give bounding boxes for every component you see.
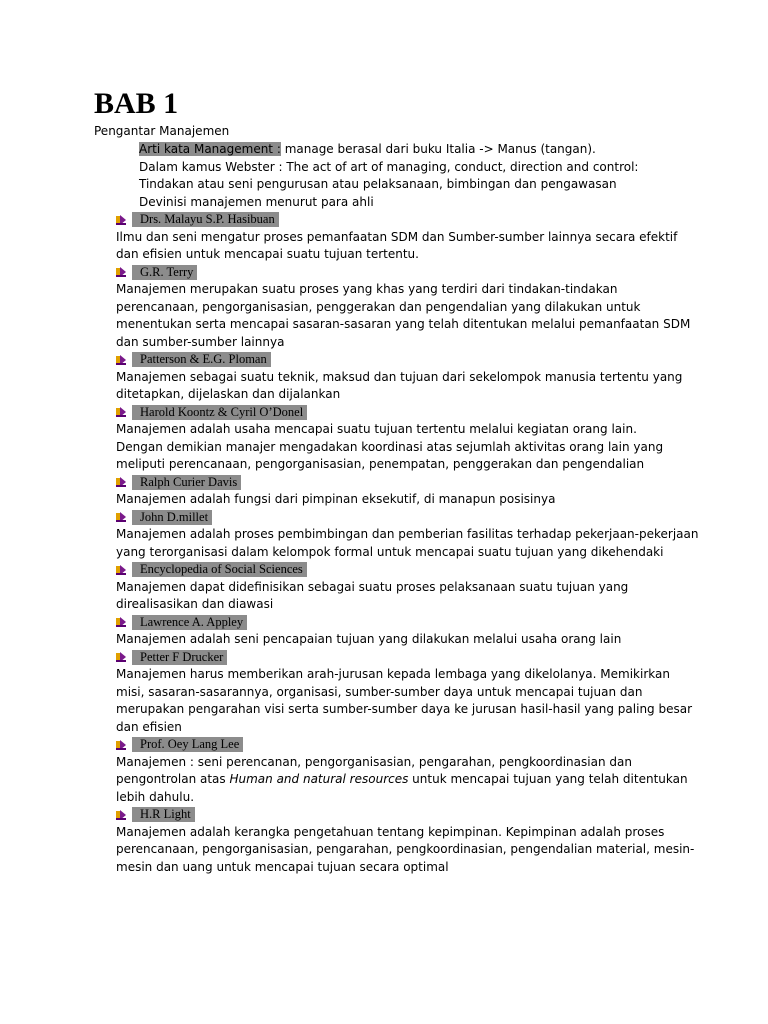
definition-line: dan efisien untuk mencapai suatu tujuan tertentu. xyxy=(116,247,419,261)
definition-text xyxy=(116,491,686,509)
arrow-bullet-icon xyxy=(116,565,126,575)
definition-line: menentukan serta mencapai sasaran-sasaran yang telah ditentukan melalui pemanfaatan SDM xyxy=(116,317,691,331)
definition-text xyxy=(116,281,691,351)
definition-heading xyxy=(116,614,686,632)
definition-line: Manajemen merupakan suatu proses yang khas yang terdiri dari tindakan-tindakan xyxy=(116,282,618,296)
definition-heading xyxy=(116,351,686,369)
definition-heading xyxy=(116,264,686,282)
definition-text xyxy=(116,526,699,561)
definition-heading xyxy=(116,509,686,527)
definition-heading xyxy=(116,649,686,667)
definition-line-pre: pengontrolan atas xyxy=(116,772,230,786)
arrow-bullet-icon xyxy=(116,267,126,277)
chapter-subtitle: Pengantar Manajemen xyxy=(94,124,230,138)
definition-line: Manajemen dapat didefinisikan sebagai suatu proses pelaksanaan suatu tujuan yang xyxy=(116,579,629,594)
definition-line: Manajemen sebagai suatu teknik, maksud dan tujuan dari sekelompok manusia tertentu yang xyxy=(116,369,683,384)
definition-line: Manajemen adalah usaha mencapai suatu tujuan tertentu melalui kegiatan orang lain. xyxy=(116,422,637,436)
author-name: G.R. Terry xyxy=(132,265,197,280)
definition-text xyxy=(116,369,686,404)
author-name: Lawrence A. Appley xyxy=(132,615,247,630)
definition-text xyxy=(116,666,693,736)
definition-line: dan efisien xyxy=(116,719,182,734)
definition-line: yang terorganisasi dalam kelompok formal untuk mencapai suatu tujuan yang dikehendaki xyxy=(116,544,664,559)
author-name: Drs. Malayu S.P. Hasibuan xyxy=(132,212,279,227)
definition-heading xyxy=(116,474,686,492)
intro-line-arti xyxy=(139,141,638,159)
author-name: H.R Light xyxy=(132,807,195,822)
definition-heading xyxy=(116,806,686,824)
author-name: John D.millet xyxy=(132,510,212,525)
definition-text xyxy=(116,754,686,807)
definition-line: Manajemen adalah fungsi dari pimpinan eksekutif, di manapun posisinya xyxy=(116,492,556,506)
intro-line: Tindakan atau seni pengurusan atau pelaksanaan, bimbingan dan pengawasan xyxy=(139,177,617,191)
definition-text xyxy=(116,824,695,877)
author-name: Patterson & E.G. Ploman xyxy=(132,352,271,367)
arrow-bullet-icon xyxy=(116,652,126,662)
definition-heading xyxy=(116,404,686,422)
definition-line: dan sumber-sumber lainnya xyxy=(116,334,285,349)
definition-line: Manajemen adalah kerangka pengetahuan tentang kepimpinan. Kepimpinan adalah proses xyxy=(116,824,665,839)
arrow-bullet-icon xyxy=(116,512,126,522)
definition-line: meliputi perencanaan, pengorganisasian, penempatan, penggerakan dan pengendalian xyxy=(116,457,645,471)
definition-line: misi, sasaran-sasarannya, organisasi, sumber-sumber daya untuk mencapai tujuan dan xyxy=(116,684,643,699)
definition-line: lebih dahulu. xyxy=(116,789,195,804)
arrow-bullet-icon xyxy=(116,477,126,487)
arrow-bullet-icon xyxy=(116,740,126,750)
definition-text xyxy=(116,421,686,474)
definition-line: Manajemen adalah proses pembimbingan dan pemberian fasilitas terhadap pekerjaan-pekerjaan xyxy=(116,527,699,541)
definition-line: merupakan pengarahan visi serta sumber-sumber daya ke jurusan hasil-hasil yang paling besar xyxy=(116,702,693,716)
arrow-bullet-icon xyxy=(116,407,126,417)
definition-text xyxy=(116,229,686,264)
author-name: Ralph Curier Davis xyxy=(132,475,241,490)
definition-text xyxy=(116,579,686,614)
definition-line: mesin dan uang untuk mencapai tujuan secara optimal xyxy=(116,859,449,874)
arti-text: manage berasal dari buku Italia -> Manus (tangan). xyxy=(280,142,596,156)
definition-line-italic: Human and natural resources xyxy=(229,772,409,786)
definition-heading xyxy=(116,736,686,754)
author-name: Harold Koontz & Cyril O’Donel xyxy=(132,405,307,420)
definition-heading xyxy=(116,561,686,579)
definition-line: Dengan demikian manajer mengadakan koordinasi atas sejumlah aktivitas orang lain yang xyxy=(116,439,664,454)
intro-block xyxy=(139,141,638,211)
chapter-title: BAB 1 xyxy=(94,87,179,120)
definition-line: Manajemen adalah seni pencapaian tujuan yang dilakukan melalui usaha orang lain xyxy=(116,632,622,646)
definition-line: ditetapkan, dijelaskan dan dijalankan xyxy=(116,387,341,401)
arrow-bullet-icon xyxy=(116,617,126,627)
definition-heading xyxy=(116,211,686,229)
definition-line: Manajemen : seni perencanan, pengorganisasian, pengarahan, pengkoordinasian dan xyxy=(116,754,632,769)
definition-line-post: untuk mencapai tujuan yang telah ditentukan xyxy=(408,772,688,786)
definitions-list xyxy=(116,211,699,876)
definition-line: direalisasikan dan diawasi xyxy=(116,597,274,611)
definition-line: perencanaan, pengorganisasian, pengarahan, pengkoordinasian, pengendalian material, mesin- xyxy=(116,842,695,856)
arrow-bullet-icon xyxy=(116,355,126,365)
definition-line: Ilmu dan seni mengatur proses pemanfaatan SDM dan Sumber-sumber lainnya secara efektif xyxy=(116,229,678,244)
author-name: Prof. Oey Lang Lee xyxy=(132,737,243,752)
intro-line: Dalam kamus Webster : The act of art of managing, conduct, direction and control: xyxy=(139,159,639,174)
author-name: Petter F Drucker xyxy=(132,650,227,665)
definition-text xyxy=(116,631,686,649)
arti-label: Arti kata Management : xyxy=(139,142,281,156)
intro-line: Devinisi manajemen menurut para ahli xyxy=(139,194,374,209)
definition-line: Manajemen harus memberikan arah-jurusan kepada lembaga yang dikelolanya. Memikirkan xyxy=(116,667,670,681)
arrow-bullet-icon xyxy=(116,810,126,820)
definition-line xyxy=(116,771,686,789)
arrow-bullet-icon xyxy=(116,215,126,225)
definition-line: perencanaan, pengorganisasian, penggerakan dan pengendalian yang dilakukan untuk xyxy=(116,299,641,314)
author-name: Encyclopedia of Social Sciences xyxy=(132,562,307,577)
